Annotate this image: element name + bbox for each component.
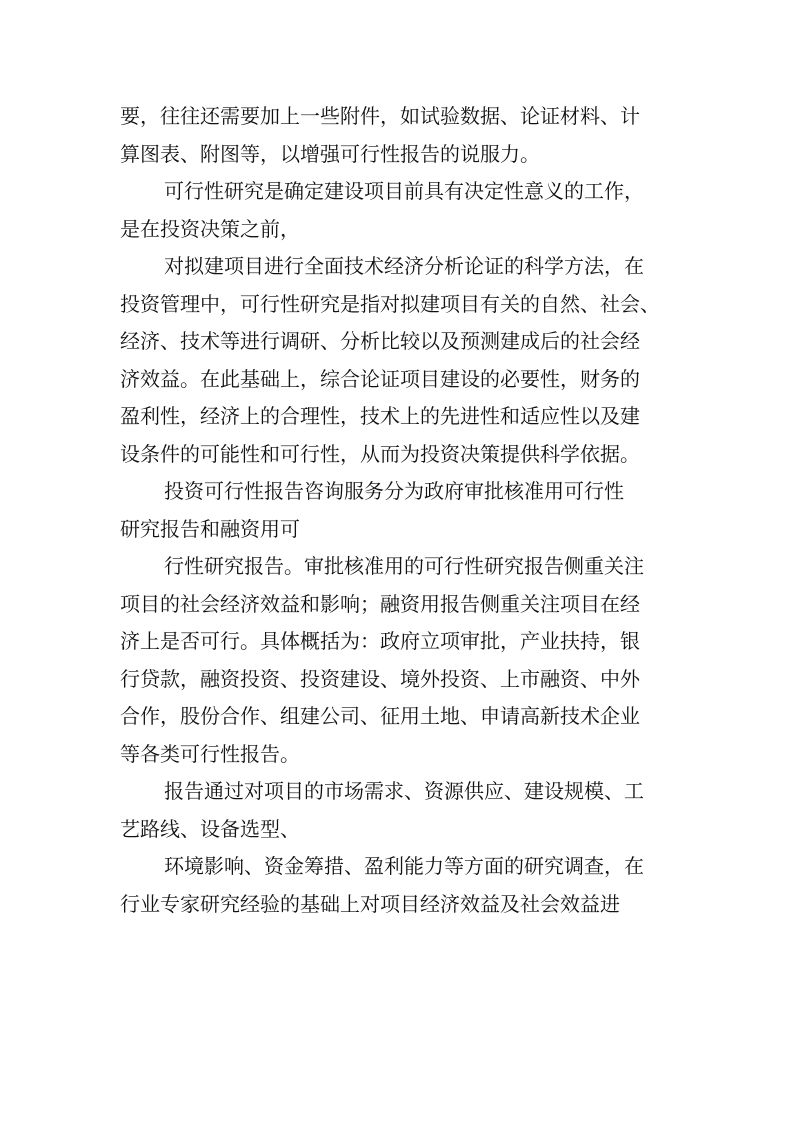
text-line: 投资管理中，可行性研究是指对拟建项目有关的自然、社会、 bbox=[120, 291, 660, 316]
text-line: 济效益。在此基础上，综合论证项目建设的必要性，财务的 bbox=[120, 366, 640, 391]
text-line: 是在投资决策之前， bbox=[120, 216, 300, 241]
text-line: 行贷款，融资投资、投资建设、境外投资、上市融资、中外 bbox=[120, 666, 640, 691]
text-line: 经济、技术等进行调研、分析比较以及预测建成后的社会经 bbox=[120, 329, 640, 353]
text-line: 济上是否可行。具体概括为：政府立项审批，产业扶持，银 bbox=[120, 629, 640, 653]
text-line: 环境影响、资金筹措、盈利能力等方面的研究调查，在 bbox=[164, 854, 644, 878]
text-line: 报告通过对项目的市场需求、资源供应、建设规模、工 bbox=[164, 779, 644, 803]
text-line: 要，往往还需要加上一些附件，如试验数据、论证材料、计 bbox=[120, 104, 640, 128]
text-line: 合作，股份合作、组建公司、征用土地、申请高新技术企业 bbox=[120, 704, 640, 728]
text-line: 可行性研究是确定建设项目前具有决定性意义的工作， bbox=[164, 179, 644, 203]
text-line: 设条件的可能性和可行性，从而为投资决策提供科学依据。 bbox=[120, 441, 640, 466]
text-line: 投资可行性报告咨询服务分为政府审批核准用可行性 bbox=[164, 479, 624, 503]
body-text bbox=[120, 98, 680, 923]
text-line: 研究报告和融资用可 bbox=[120, 516, 300, 541]
text-line: 算图表、附图等，以增强可行性报告的说服力。 bbox=[120, 141, 540, 166]
text-line: 等各类可行性报告。 bbox=[120, 741, 300, 766]
text-line: 项目的社会经济效益和影响；融资用报告侧重关注项目在经 bbox=[120, 591, 640, 616]
text-line: 行性研究报告。审批核准用的可行性研究报告侧重关注 bbox=[164, 554, 644, 578]
text-line: 对拟建项目进行全面技术经济分析论证的科学方法，在 bbox=[164, 254, 644, 278]
text-line: 行业专家研究经验的基础上对项目经济效益及社会效益进 bbox=[120, 891, 620, 916]
text-line: 艺路线、设备选型、 bbox=[120, 816, 300, 841]
text-line: 盈利性，经济上的合理性，技术上的先进性和适应性以及建 bbox=[120, 404, 640, 428]
